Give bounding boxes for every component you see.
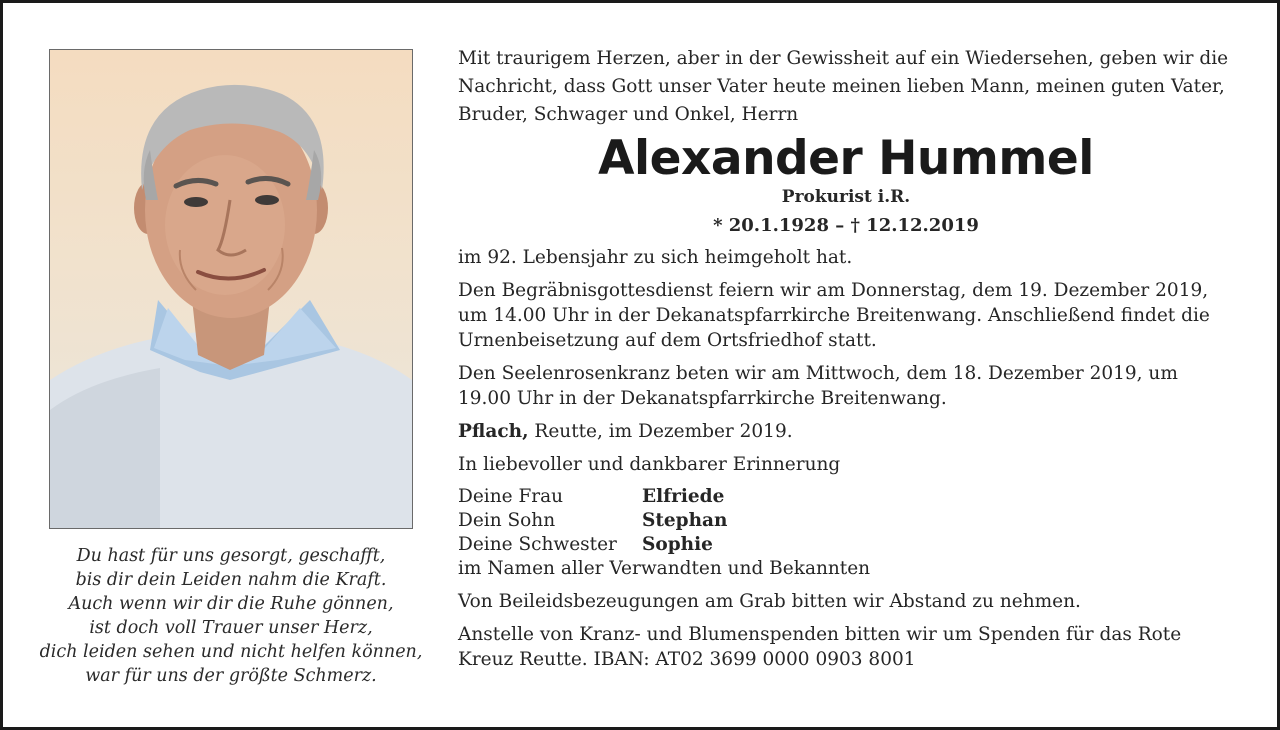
- intro-line: Nachricht, dass Gott unser Vater heute meinen lieben Mann, meinen guten Vater,: [458, 76, 1225, 97]
- family-relation: Deine Frau: [458, 486, 564, 507]
- memorial-poem: [23, 544, 439, 688]
- place-town: Pflach,: [458, 421, 529, 442]
- condolence-text: Von Beileidsbezeugungen am Grab bitten wir Abstand zu nehmen.: [458, 591, 1081, 612]
- deceased-title: Prokurist i.R.: [781, 187, 911, 207]
- family-list: [458, 485, 1234, 581]
- poem-line: bis dir dein Leiden nahm die Kraft.: [75, 570, 387, 590]
- family-name: Sophie: [642, 534, 713, 555]
- place-rest: Reutte, im Dezember 2019.: [528, 421, 793, 442]
- family-relation: Deine Schwester: [458, 534, 617, 555]
- relatives-text: im Namen aller Verwandten und Bekannten: [458, 558, 871, 579]
- family-name: Stephan: [642, 510, 728, 531]
- family-relation: Dein Sohn: [458, 510, 556, 531]
- rosary-line: Den Seelenrosenkranz beten wir am Mittwoch, dem 18. Dezember 2019, um: [458, 363, 1178, 384]
- intro-paragraph: [458, 45, 1234, 129]
- family-name: Elfriede: [642, 486, 725, 507]
- obituary-text: [458, 45, 1234, 672]
- funeral-line: Den Begräbnisgottesdienst feiern wir am Donnerstag, dem 19. Dezember 2019,: [458, 280, 1209, 301]
- rosary-line: 19.00 Uhr in der Dekanatspfarrkirche Breitenwang.: [458, 388, 947, 409]
- family-member: [458, 485, 1234, 509]
- condolence-paragraph: [458, 589, 1234, 614]
- age-paragraph: [458, 245, 1234, 270]
- life-dates: * 20.1.1928 – † 12.12.2019: [713, 215, 979, 236]
- portrait-illustration: [50, 50, 412, 528]
- donation-line: Anstelle von Kranz- und Blumenspenden bitten wir um Spenden für das Rote: [458, 624, 1182, 645]
- age-line: im 92. Lebensjahr zu sich heimgeholt hat.: [458, 247, 853, 268]
- poem-line: Du hast für uns gesorgt, geschafft,: [76, 546, 386, 566]
- poem-line: Auch wenn wir dir die Ruhe gönnen,: [68, 594, 394, 614]
- family-member: [458, 509, 1234, 533]
- intro-line: Mit traurigem Herzen, aber in der Gewissheit auf ein Wiedersehen, geben wir die: [458, 48, 1229, 69]
- family-member: [458, 533, 1234, 557]
- remembrance-line: [458, 452, 1234, 477]
- donation-line: Kreuz Reutte. IBAN: AT02 3699 0000 0903 8001: [458, 649, 916, 670]
- donation-paragraph: [458, 622, 1234, 672]
- place-date-line: [458, 419, 1234, 444]
- rosary-paragraph: [458, 361, 1234, 411]
- funeral-line: um 14.00 Uhr in der Dekanatspfarrkirche Breitenwang. Anschließend findet die: [458, 305, 1210, 326]
- deceased-name: Alexander Hummel: [598, 131, 1094, 186]
- funeral-paragraph: [458, 278, 1234, 353]
- poem-line: dich leiden sehen und nicht helfen können,: [39, 642, 423, 662]
- portrait-photo: [49, 49, 413, 529]
- intro-line: Bruder, Schwager und Onkel, Herrn: [458, 104, 799, 125]
- funeral-line: Urnenbeisetzung auf dem Ortsfriedhof statt.: [458, 330, 877, 351]
- relatives-row: [458, 557, 1234, 581]
- poem-line: war für uns der größte Schmerz.: [85, 666, 377, 686]
- poem-line: ist doch voll Trauer unser Herz,: [89, 618, 373, 638]
- remembrance-text: In liebevoller und dankbarer Erinnerung: [458, 454, 841, 475]
